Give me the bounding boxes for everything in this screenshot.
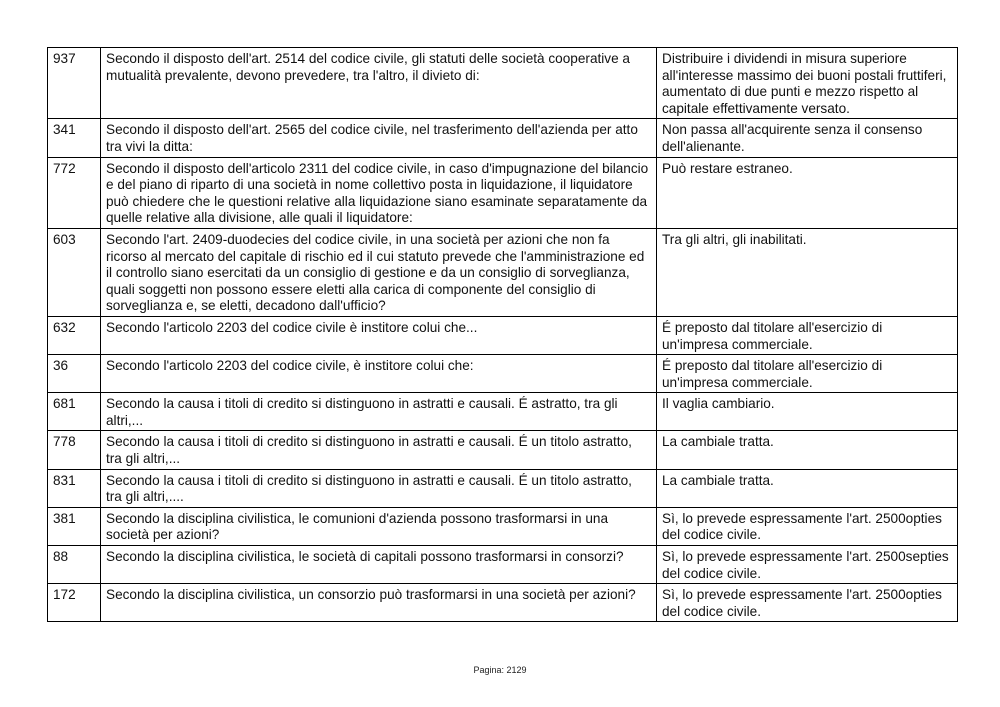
question-text-cell: Secondo l'articolo 2203 del codice civile è institore colui che... — [101, 316, 657, 354]
table-row — [48, 157, 958, 228]
table-row — [48, 228, 958, 316]
question-text-cell: Secondo la disciplina civilistica, le società di capitali possono trasformarsi in consorzi? — [101, 546, 657, 584]
question-text-cell: Secondo il disposto dell'art. 2565 del codice civile, nel trasferimento dell'azienda per atto tra vivi la ditta: — [101, 119, 657, 157]
table-row — [48, 316, 958, 354]
question-text-cell: Secondo l'art. 2409-duodecies del codice civile, in una società per azioni che non fa ricorso al mercato del capitale di rischio ed il cui statuto prevede che l'amministrazione ed il controllo siano esercitati da un consiglio di gestione e da un consiglio di sorveglianza, quali soggetti non possono essere eletti alla carica di componente del consiglio di sorveglianza e, se eletti, decadono dall'ufficio? — [101, 228, 657, 316]
answer-text-cell: É preposto dal titolare all'esercizio di un'impresa commerciale. — [657, 316, 958, 354]
answer-text-cell: É preposto dal titolare all'esercizio di un'impresa commerciale. — [657, 355, 958, 393]
question-text-cell: Secondo la disciplina civilistica, un consorzio può trasformarsi in una società per azioni? — [101, 584, 657, 622]
table-row — [48, 584, 958, 622]
question-id-cell: 937 — [48, 48, 101, 119]
question-id-cell: 381 — [48, 507, 101, 545]
table-row — [48, 507, 958, 545]
question-text-cell: Secondo l'articolo 2203 del codice civile, è institore colui che: — [101, 355, 657, 393]
table-row — [48, 48, 958, 119]
table-row — [48, 469, 958, 507]
question-text-cell: Secondo il disposto dell'articolo 2311 del codice civile, in caso d'impugnazione del bilancio e del piano di riparto di una società in nome collettivo posta in liquidazione, il liquidatore può chiedere che le questioni relative alla liquidazione siano esaminate separatamente da quelle relative alla divisione, alle quali il liquidatore: — [101, 157, 657, 228]
question-id-cell: 831 — [48, 469, 101, 507]
question-text-cell: Secondo la disciplina civilistica, le comunioni d'azienda possono trasformarsi in una società per azioni? — [101, 507, 657, 545]
question-id-cell: 681 — [48, 393, 101, 431]
table-row — [48, 393, 958, 431]
answer-text-cell: La cambiale tratta. — [657, 431, 958, 469]
question-id-cell: 172 — [48, 584, 101, 622]
question-id-cell: 603 — [48, 228, 101, 316]
question-text-cell: Secondo la causa i titoli di credito si distinguono in astratti e causali. É un titolo astratto, tra gli altri,... — [101, 431, 657, 469]
table-row — [48, 431, 958, 469]
answer-text-cell: Il vaglia cambiario. — [657, 393, 958, 431]
answer-text-cell: Sì, lo prevede espressamente l'art. 2500opties del codice civile. — [657, 584, 958, 622]
table-row — [48, 546, 958, 584]
answer-text-cell: Distribuire i dividendi in misura superiore all'interesse massimo dei buoni postali fruttiferi, aumentato di due punti e mezzo rispetto al capitale effettivamente versato. — [657, 48, 958, 119]
question-id-cell: 772 — [48, 157, 101, 228]
question-text-cell: Secondo la causa i titoli di credito si distinguono in astratti e causali. É astratto, tra gli altri,... — [101, 393, 657, 431]
question-id-cell: 632 — [48, 316, 101, 354]
answer-text-cell: Sì, lo prevede espressamente l'art. 2500septies del codice civile. — [657, 546, 958, 584]
question-table — [47, 47, 958, 622]
question-text-cell: Secondo la causa i titoli di credito si distinguono in astratti e causali. É un titolo astratto, tra gli altri,.... — [101, 469, 657, 507]
question-id-cell: 36 — [48, 355, 101, 393]
table-row — [48, 355, 958, 393]
question-id-cell: 88 — [48, 546, 101, 584]
question-table-body — [48, 48, 958, 622]
question-id-cell: 341 — [48, 119, 101, 157]
page-number: Pagina: 2129 — [473, 665, 527, 675]
table-row — [48, 119, 958, 157]
question-text-cell: Secondo il disposto dell'art. 2514 del codice civile, gli statuti delle società cooperative a mutualità prevalente, devono prevedere, tra l'altro, il divieto di: — [101, 48, 657, 119]
question-id-cell: 778 — [48, 431, 101, 469]
answer-text-cell: La cambiale tratta. — [657, 469, 958, 507]
answer-text-cell: Non passa all'acquirente senza il consenso dell'alienante. — [657, 119, 958, 157]
answer-text-cell: Sì, lo prevede espressamente l'art. 2500opties del codice civile. — [657, 507, 958, 545]
answer-text-cell: Tra gli altri, gli inabilitati. — [657, 228, 958, 316]
answer-text-cell: Può restare estraneo. — [657, 157, 958, 228]
